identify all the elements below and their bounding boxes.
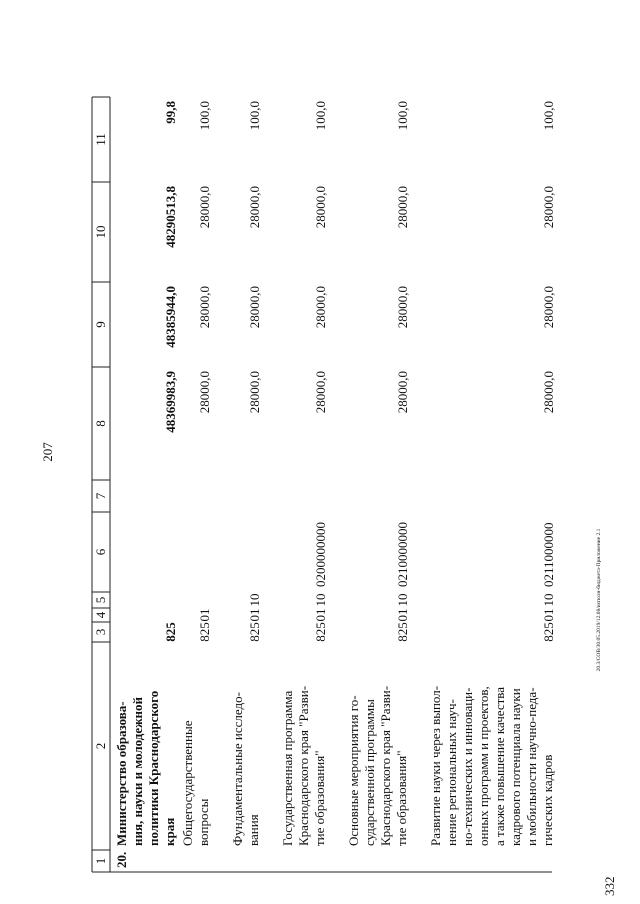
page-number: 207	[40, 442, 55, 462]
code-admin: 825	[395, 622, 410, 642]
code-target: 0211000000	[541, 522, 556, 587]
amount-planned: 28000,0	[197, 371, 212, 414]
code-target: 0200000000	[313, 522, 328, 587]
amount-planned: 28000,0	[395, 371, 410, 414]
amount-executed: 28000,0	[541, 186, 556, 229]
code-subsection: 10	[313, 593, 328, 607]
amount-revised: 28000,0	[313, 286, 328, 329]
code-admin: 825	[163, 622, 178, 642]
row-number: 20.	[114, 851, 129, 868]
code-admin: 825	[247, 622, 262, 642]
column-header-9: 9	[93, 321, 108, 328]
row-name-line: Министерство образова-	[114, 701, 129, 846]
amount-planned: 48369983,9	[163, 371, 178, 433]
row-name-line: Общегосударственные	[180, 720, 195, 846]
row-name-line: Краснодарского края "Разви-	[296, 685, 311, 846]
row-name-line: тие образования"	[394, 750, 409, 846]
code-target: 0210000000	[395, 522, 410, 587]
row-name-line: вопросы	[196, 798, 211, 846]
row-name-line: Основные мероприятия го-	[346, 695, 361, 846]
code-subsection: 10	[395, 593, 410, 607]
amount-executed: 28000,0	[247, 186, 262, 229]
column-header-3: 3	[93, 628, 108, 636]
code-admin: 825	[541, 622, 556, 642]
code-section: 01	[541, 608, 556, 622]
percent-executed: 100,0	[197, 101, 212, 131]
column-header-1: 1	[93, 857, 108, 865]
column-header-2: 2	[93, 742, 108, 750]
code-section: 01	[247, 608, 262, 622]
code-subsection: 10	[247, 593, 262, 607]
code-admin: 825	[313, 622, 328, 642]
row-name-line: политики Краснодарского	[146, 690, 161, 846]
footer-path: 20.3/СОВ/30.05.2019/12.08/исполн-бюджета-Приложение 2.1	[596, 528, 602, 672]
row-name-line: Развитие науки через выпол-	[428, 685, 443, 846]
column-header-11: 11	[93, 133, 108, 146]
column-header-8: 8	[93, 420, 108, 427]
amount-revised: 28000,0	[247, 286, 262, 329]
code-section: 01	[395, 608, 410, 622]
code-subsection: 10	[541, 593, 556, 607]
amount-revised: 28000,0	[541, 286, 556, 329]
row-name-line: но-технических и инноваци-	[460, 687, 475, 846]
amount-executed: 28000,0	[395, 186, 410, 229]
row-name-line: ния, науки и молодежной	[130, 697, 145, 846]
row-name-line: а также повышение качества	[492, 686, 507, 846]
row-name-line: сударственной программы	[362, 699, 377, 846]
row-name-line: тие образования"	[312, 750, 327, 846]
percent-executed: 100,0	[247, 101, 262, 131]
row-name-line: гических кадров	[540, 754, 555, 846]
budget-table	[92, 97, 556, 872]
row-name-line: Государственная программа	[280, 690, 295, 846]
column-header-4: 4	[93, 611, 108, 619]
percent-executed: 99,8	[163, 101, 178, 124]
code-section: 01	[313, 608, 328, 622]
row-name-line: нение региональных науч-	[444, 699, 459, 846]
percent-executed: 100,0	[313, 101, 328, 131]
amount-planned: 28000,0	[313, 371, 328, 414]
amount-executed: 28000,0	[197, 186, 212, 229]
amount-revised: 48385944,0	[163, 286, 178, 348]
column-header-7: 7	[93, 492, 108, 500]
amount-executed: 28000,0	[313, 186, 328, 229]
amount-revised: 28000,0	[197, 286, 212, 329]
row-name-line: и мобильности научно-педа-	[524, 687, 539, 846]
row-name-line: кадрового потенциала науки	[508, 688, 523, 846]
row-name-line: Фундаментальные исследо-	[230, 692, 245, 846]
amount-revised: 28000,0	[395, 286, 410, 329]
percent-executed: 100,0	[541, 101, 556, 131]
column-header-5: 5	[93, 596, 108, 604]
amount-planned: 28000,0	[247, 371, 262, 414]
code-admin: 825	[197, 622, 212, 642]
sheet-number: 332	[602, 876, 617, 896]
row-name-line: вания	[246, 814, 261, 846]
percent-executed: 100,0	[395, 101, 410, 131]
row-name-line: Краснодарского края "Разви-	[378, 685, 393, 846]
column-header-10: 10	[93, 225, 108, 239]
amount-planned: 28000,0	[541, 371, 556, 414]
column-header-6: 6	[93, 548, 108, 556]
row-name-line: края	[162, 817, 177, 846]
code-section: 01	[197, 608, 212, 622]
row-name-line: онных программ и проектов,	[476, 686, 491, 846]
amount-executed: 48290513,8	[163, 186, 178, 248]
